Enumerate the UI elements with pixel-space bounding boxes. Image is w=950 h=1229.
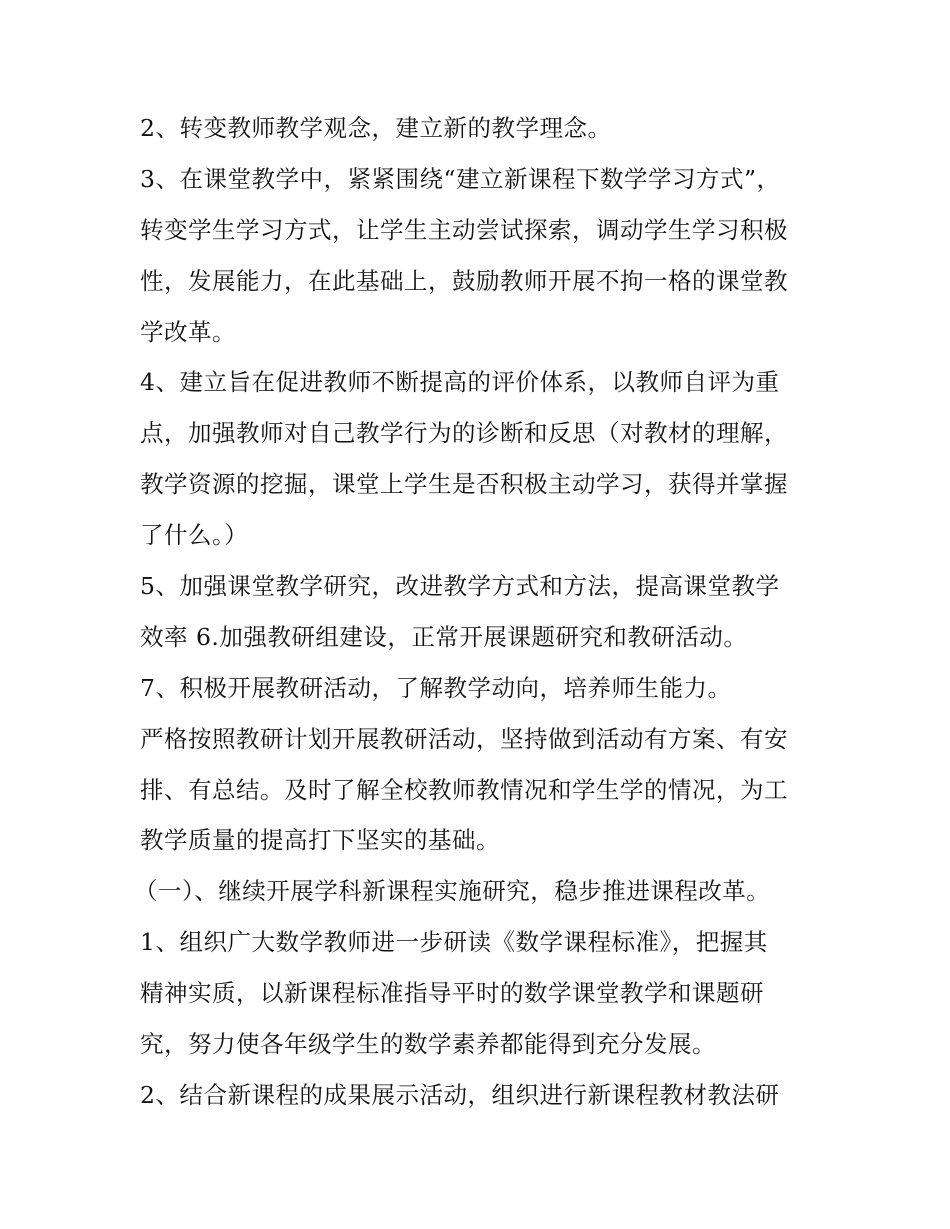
text-line: 教学资源的挖掘，课堂上学生是否积极主动学习，获得并掌握: [140, 470, 788, 499]
text-line: 5、加强课堂教学研究，改进教学方式和方法，提高课堂教学: [140, 572, 780, 601]
text-line: 7、积极开展教研活动，了解教学动向，培养师生能力。: [140, 673, 732, 702]
text-line: 了什么。）: [140, 521, 249, 550]
text-line: 严格按照教研计划开展教研活动，坚持做到活动有方案、有安: [140, 724, 788, 753]
text-line: 3、在课堂教学中，紧紧围绕“建立新课程下数学学习方式”，: [140, 164, 781, 193]
text-line: 点，加强教师对自己教学行为的诊断和反思（对教材的理解，: [140, 419, 788, 448]
text-line: 精神实质，以新课程标准指导平时的数学课堂教学和课题研: [140, 979, 764, 1008]
text-line: 教学质量的提高打下坚实的基础。: [140, 826, 500, 855]
text-line: 4、建立旨在促进教师不断提高的评价体系，以教师自评为重: [140, 368, 780, 397]
document-body: [134, 103, 820, 1121]
text-line: 1、组织广大数学教师进一步研读《数学课程标准》，把握其: [140, 928, 768, 957]
text-line: 转变学生学习方式，让学生主动尝试探索，调动学生学习积极: [140, 215, 788, 244]
text-line: 效率 6.加强教研组建设，正常开展课题研究和教研活动。: [140, 622, 748, 651]
text-line: 性，发展能力，在此基础上，鼓励教师开展不拘一格的课堂教: [140, 266, 788, 295]
text-line: 排、有总结。及时了解全校教师教情况和学生学的情况，为工: [140, 775, 788, 804]
text-line: 学改革。: [140, 317, 236, 346]
text-line: 究，努力使各年级学生的数学素养都能得到充分发展。: [140, 1030, 716, 1059]
text-line: 2、结合新课程的成果展示活动，组织进行新课程教材教法研: [140, 1080, 780, 1109]
section-heading: （一）、继续开展学科新课程实施研究，稳步推进课程改革。: [134, 877, 771, 906]
text-line: 2、转变教师教学观念，建立新的教学理念。: [140, 114, 612, 142]
